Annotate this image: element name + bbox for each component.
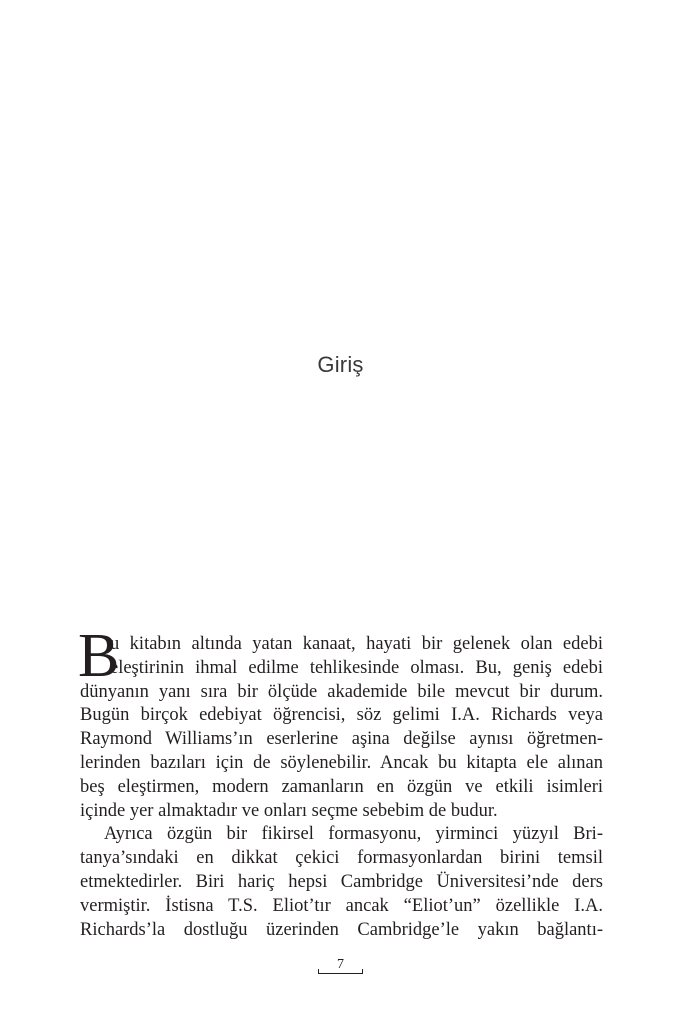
text-line: eleştirinin ihmal edilme tehlikesinde olması. Bu, geniş edebi	[110, 657, 603, 678]
text-line: etmektedirler. Biri hariç hepsi Cambridge Üniversitesi’nde ders	[80, 871, 603, 892]
text-line: tanya’sındaki en dikkat çekici formasyonlardan birini temsil	[80, 848, 603, 869]
text-line: vermiştir. İstisna T.S. Eliot’tır ancak “Eliot’un” özellikle I.A.	[80, 895, 603, 916]
text-line: Ayrıca özgün bir fikirsel formasyonu, yirminci yüzyıl Bri-	[104, 824, 603, 845]
text-line: Bugün birçok edebiyat öğrencisi, söz gelimi I.A. Richards veya	[80, 705, 603, 726]
body-text	[78, 622, 603, 942]
text-line: Raymond Williams’ın eserlerine aşina değilse aynısı öğretmen-	[80, 729, 603, 750]
drop-cap: B	[78, 622, 120, 690]
text-line: lerinden bazıları için de söylenebilir. Ancak bu kitapta ele alınan	[80, 752, 603, 773]
text-line: u kitabın altında yatan kanaat, hayati bir gelenek olan edebi	[110, 634, 603, 654]
chapter-title: Giriş	[317, 352, 364, 377]
page-number-rule-tick	[362, 969, 363, 974]
page-number: 7	[337, 957, 344, 972]
text-line: dünyanın yanı sıra bir ölçüde akademide bile mevcut bir durum.	[80, 681, 603, 702]
page-number-rule	[318, 973, 363, 974]
text-line: Richards’la dostluğu üzerinden Cambridge’le yakın bağlantı-	[80, 919, 603, 940]
text-line: beş eleştirmen, modern zamanların en özgün ve etkili isimleri	[80, 776, 603, 797]
page-number-footer	[318, 958, 363, 974]
page-number-rule-tick	[318, 969, 319, 974]
text-line: içinde yer almaktadır ve onları seçme sebebim de budur.	[80, 800, 498, 821]
